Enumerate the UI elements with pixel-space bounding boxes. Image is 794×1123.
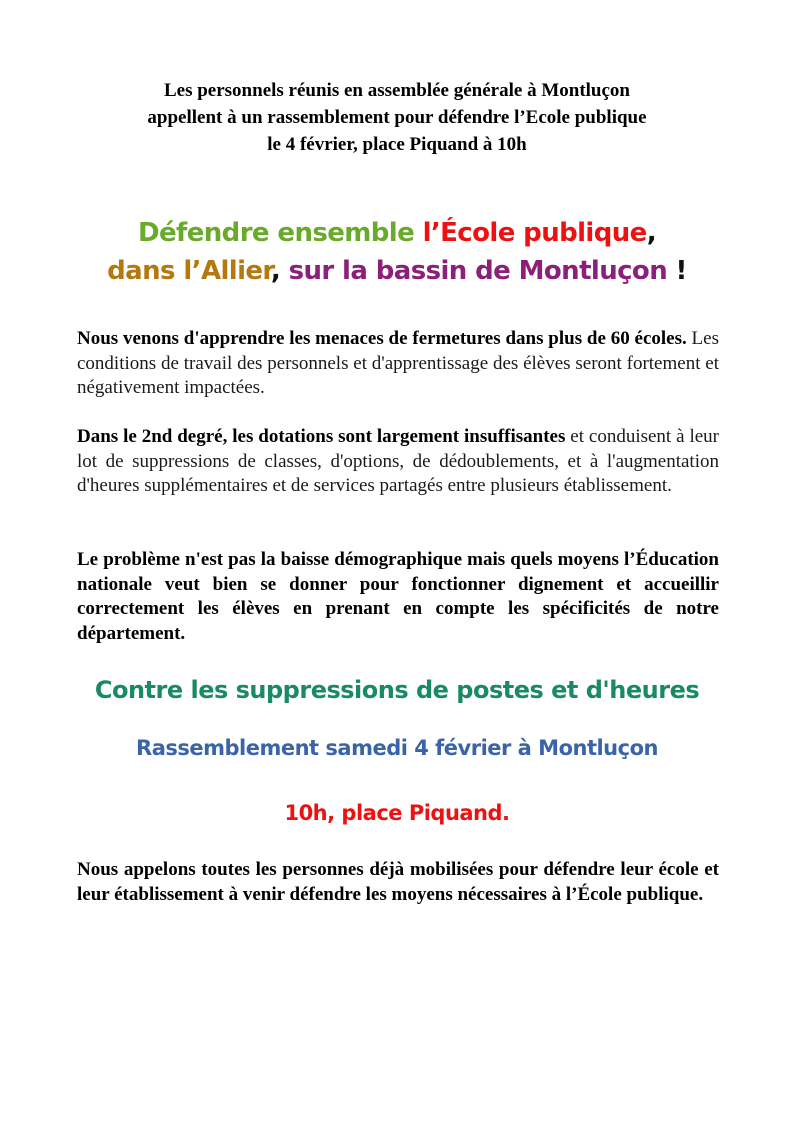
headline-segment: sur la bassin de Montluçon: [288, 256, 668, 286]
paragraph-second-degree: [77, 425, 719, 499]
paragraph-closures-bold: Nous venons d'apprendre les menaces de fermetures dans plus de 60 écoles.: [77, 328, 687, 349]
paragraph-second-degree-text: et conduisent à leur lot de suppressions de classes, d'options, de dédoublements, et à l'augmentation d'heures supplémentaires et de services partagés entre plusieurs établissement.: [77, 426, 719, 496]
headline-segment: l’École publique: [422, 218, 647, 248]
intro-line-1: Les personnels réunis en assemblée générale à Montluçon: [163, 80, 630, 101]
intro-line-2: appellent à un rassemblement pour défendre l’Ecole publique: [147, 107, 647, 128]
headline-segment: !: [667, 256, 687, 286]
callout-rally-place: 10h, place Piquand.: [284, 801, 510, 825]
headline-segment: dans l’Allier: [107, 256, 271, 286]
headline-segment: ,: [646, 218, 656, 248]
headline-line-2: [0, 252, 794, 290]
headline-line-1: [0, 214, 794, 252]
paragraph-closures: [77, 327, 719, 401]
main-headline: [0, 214, 794, 290]
headline-segment: Défendre ensemble: [138, 218, 423, 248]
headline-segment: ,: [270, 256, 289, 286]
intro-heading: [60, 77, 734, 158]
paragraph-demography: Le problème n'est pas la baisse démographique mais quels moyens l’Éducation nationale veut bien se donner pour fonctionner dignement et accueillir correctement les élèves en prenant en compte les spécificités de notre département.: [77, 549, 719, 644]
paragraph-call-to-action: Nous appelons toutes les personnes déjà mobilisées pour défendre leur école et leur établissement à venir défendre les moyens nécessaires à l’École publique.: [77, 859, 719, 905]
intro-line-3: le 4 février, place Piquand à 10h: [267, 134, 527, 155]
paragraph-second-degree-bold: Dans le 2nd degré, les dotations sont largement insuffisantes: [77, 426, 566, 447]
paragraph-closures-text: Les conditions de travail des personnels et d'apprentissage des élèves seront fortement et négativement impactées.: [77, 328, 719, 398]
callout-against-cuts: Contre les suppressions de postes et d'heures: [94, 676, 700, 704]
callout-rally-date: Rassemblement samedi 4 février à Montluçon: [136, 736, 658, 760]
